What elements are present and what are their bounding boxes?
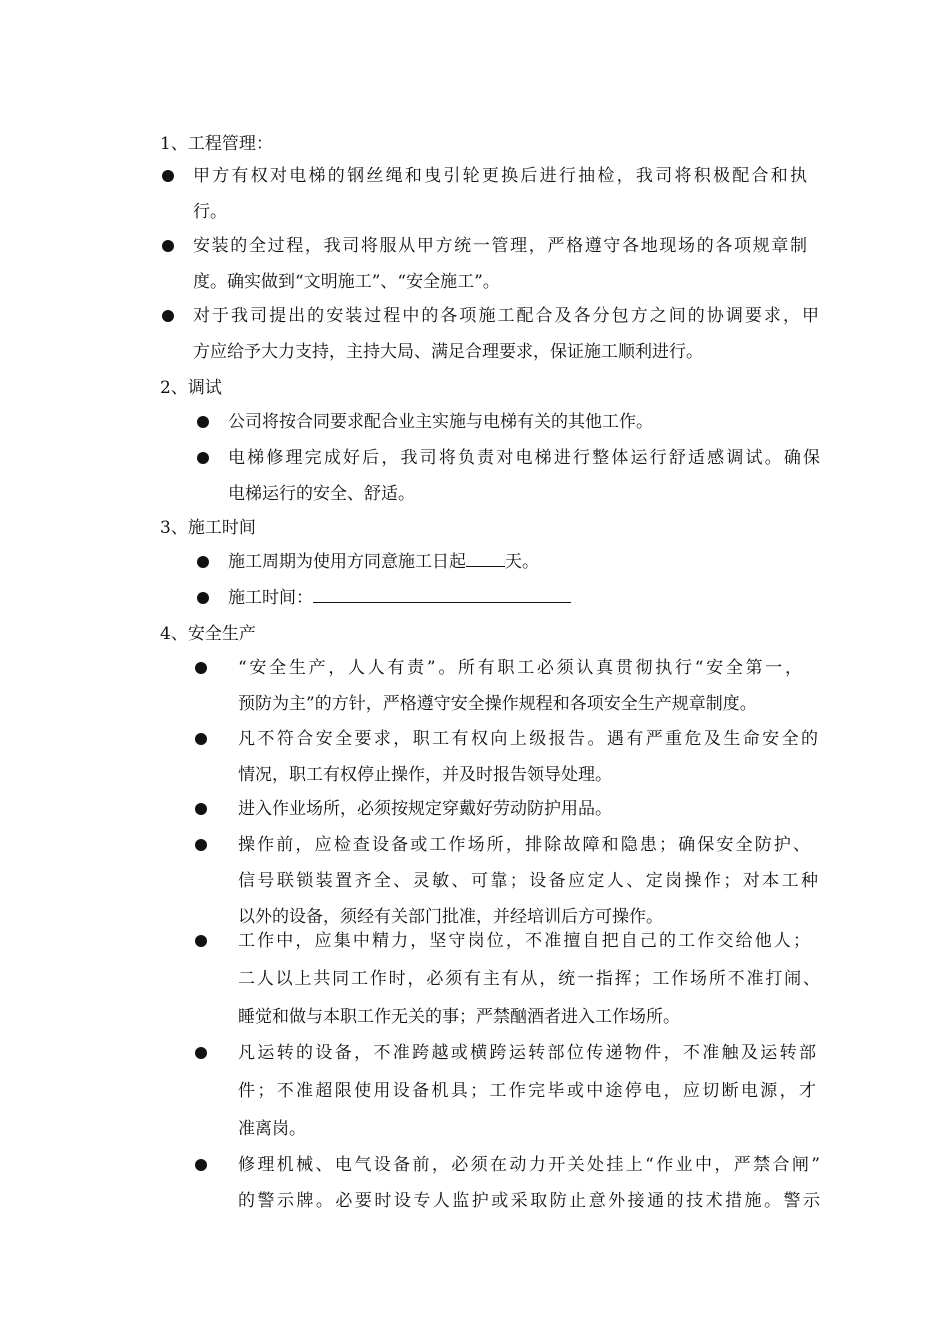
paragraph-line: 行。 [193,202,227,222]
bullet-icon [195,839,207,851]
paragraph-line: 对于我司提出的安装过程中的各项施工配合及各分包方之间的协调要求，甲 [193,306,819,326]
paragraph-line: 凡不符合安全要求，职工有权向上级报告。遇有严重危及生命安全的 [238,729,818,749]
paragraph-line: 安装的全过程，我司将服从甲方统一管理，严格遵守各地现场的各项规章制 [193,236,807,256]
paragraph-line: 凡运转的设备，不准跨越或横跨运转部位传递物件，不准触及运转部 [238,1043,816,1063]
paragraph-line: 的警示牌。必要时设专人监护或采取防止意外接通的技术措施。警示 [238,1191,820,1211]
bullet-icon [162,240,174,252]
paragraph-line: 情况，职工有权停止操作，并及时报告领导处理。 [238,765,612,785]
paragraph-line: 操作前，应检查设备或工作场所，排除故障和隐患；确保安全防护、 [238,835,810,855]
bullet-icon [162,310,174,322]
paragraph-line: 信号联锁装置齐全、灵敏、可靠；设备应定人、定岗操作；对本工种 [238,871,818,891]
paragraph-line: 方应给予大力支持，主持大局、满足合理要求，保证施工顺利进行。 [193,342,703,362]
paragraph-line: 工作中，应集中精力，坚守岗位，不准擅自把自己的工作交给他人； [238,931,810,951]
bullet-icon [195,1159,207,1171]
paragraph-line: 准离岗。 [238,1119,306,1139]
construction-time-line [228,586,571,610]
paragraph-line: 件；不准超限使用设备机具；工作完毕或中途停电，应切断电源，才 [238,1081,816,1101]
section-heading: 1、工程管理： [160,134,273,154]
paragraph-line: 以外的设备，须经有关部门批准，并经培训后方可操作。 [238,907,663,927]
bullet-icon [195,803,207,815]
period-unit: 天。 [505,552,539,572]
section-heading: 4、安全生产 [160,624,256,644]
paragraph-line: 二人以上共同工作时，必须有主有从，统一指挥；工作场所不准打闹、 [238,969,820,989]
paragraph-line: 电梯运行的安全、舒适。 [228,484,415,504]
period-days-blank[interactable] [466,550,505,567]
period-label: 施工周期为使用方同意施工日起 [228,552,466,572]
paragraph-line: 预防为主”的方针，严格遵守安全操作规程和各项安全生产规章制度。 [238,694,757,714]
section-heading: 2、调试 [160,378,222,398]
paragraph-line: 修理机械、电气设备前，必须在动力开关处挂上“作业中，严禁合闸” [238,1155,820,1175]
paragraph-line: 睡觉和做与本职工作无关的事；严禁酗酒者进入工作场所。 [238,1007,680,1027]
section-heading: 3、施工时间 [160,518,256,538]
paragraph-line: 进入作业场所，必须按规定穿戴好劳动防护用品。 [238,799,612,819]
bullet-icon [197,452,209,464]
bullet-icon [195,733,207,745]
construction-time-blank[interactable] [313,586,571,603]
bullet-icon [197,416,209,428]
bullet-icon [195,662,207,674]
paragraph-line: 度。确实做到“文明施工”、“安全施工”。 [193,272,500,292]
bullet-icon [197,592,209,604]
bullet-icon [195,935,207,947]
paragraph-line: 电梯修理完成好后，我司将负责对电梯进行整体运行舒适感调试。确保 [228,448,820,468]
bullet-icon [197,556,209,568]
construction-period-line [228,550,539,574]
paragraph-line: “安全生产，人人有责”。所有职工必须认真贯彻执行“安全第一， [238,658,802,678]
time-label: 施工时间： [228,588,313,608]
bullet-icon [195,1047,207,1059]
paragraph-line: 公司将按合同要求配合业主实施与电梯有关的其他工作。 [228,412,653,432]
bullet-icon [162,170,174,182]
paragraph-line: 甲方有权对电梯的钢丝绳和曳引轮更换后进行抽检，我司将积极配合和执 [193,166,807,186]
